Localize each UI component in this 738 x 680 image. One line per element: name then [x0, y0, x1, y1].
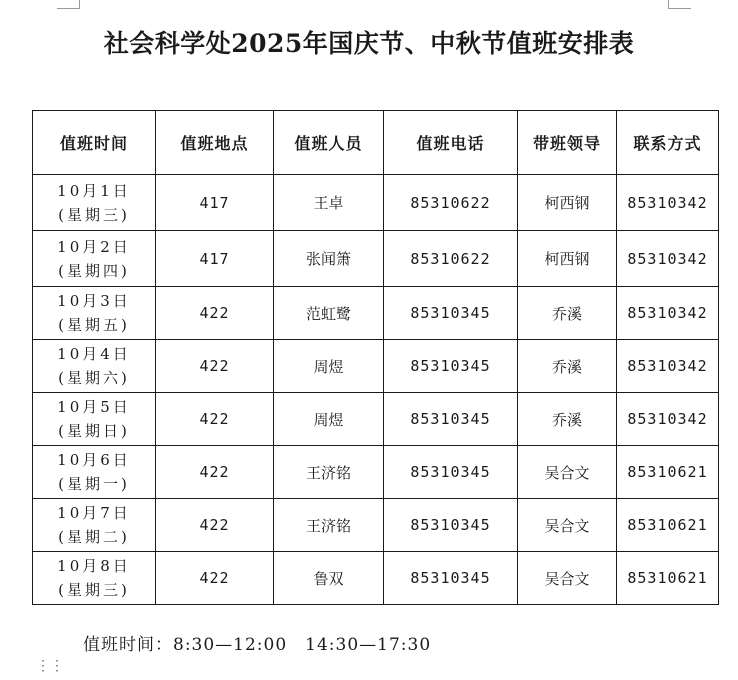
cell-duty-staff: 张闻箫: [274, 231, 384, 287]
cell-duty-phone: 85310345: [384, 287, 518, 340]
cell-duty-location: 417: [156, 231, 274, 287]
table-row: [33, 340, 719, 393]
date-text: 10月2日: [57, 237, 131, 256]
cell-duty-time: [33, 499, 156, 552]
date-text: 10月7日: [57, 504, 131, 522]
cell-duty-phone: 85310622: [384, 231, 518, 287]
cell-duty-location: 422: [156, 552, 274, 605]
cell-leader: 柯西钢: [518, 231, 617, 287]
cell-contact: 85310621: [617, 499, 719, 552]
header-duty-phone: 值班电话: [384, 111, 518, 175]
cell-duty-phone: 85310345: [384, 499, 518, 552]
cell-duty-staff: 王济铭: [274, 446, 384, 499]
document-title: 社会科学处2025年国庆节、中秋节值班安排表: [103, 29, 635, 58]
header-contact: 联系方式: [617, 111, 719, 175]
cell-duty-phone: 85310622: [384, 175, 518, 231]
cell-leader: 乔溪: [518, 393, 617, 446]
cell-duty-staff: 周煜: [274, 340, 384, 393]
cell-duty-phone: 85310345: [384, 446, 518, 499]
date-text: 10月4日: [57, 345, 131, 363]
cell-duty-location: 422: [156, 340, 274, 393]
weekday-text: (星期一): [58, 475, 130, 493]
duty-schedule-table: [32, 110, 719, 605]
cell-leader: 吴合文: [518, 552, 617, 605]
cell-contact: 85310342: [617, 231, 719, 287]
weekday-text: (星期二): [58, 528, 130, 546]
table-row: [33, 287, 719, 340]
cell-contact: 85310621: [617, 446, 719, 499]
cell-duty-time: [33, 175, 156, 231]
cell-duty-location: 422: [156, 393, 274, 446]
page-corner-mark-left: [57, 0, 80, 9]
table-row: [33, 446, 719, 499]
cell-duty-time: [33, 393, 156, 446]
page-corner-mark-right: [668, 0, 691, 9]
weekday-text: (星期日): [58, 422, 130, 440]
cell-duty-time: [33, 287, 156, 340]
cell-duty-time: [33, 231, 156, 287]
date-text: 10月8日: [57, 557, 131, 575]
cell-duty-location: 422: [156, 446, 274, 499]
cell-leader: 乔溪: [518, 340, 617, 393]
cell-duty-phone: 85310345: [384, 340, 518, 393]
cell-duty-time: [33, 552, 156, 605]
cell-contact: 85310342: [617, 175, 719, 231]
date-text: 10月5日: [57, 398, 131, 416]
table-row: [33, 175, 719, 231]
cell-duty-location: 417: [156, 175, 274, 231]
weekday-text: (星期三): [58, 205, 130, 224]
cell-duty-time: [33, 446, 156, 499]
cell-contact: 85310342: [617, 287, 719, 340]
cell-duty-phone: 85310345: [384, 393, 518, 446]
weekday-text: (星期三): [58, 581, 130, 599]
table-row: [33, 231, 719, 287]
cell-duty-staff: 周煜: [274, 393, 384, 446]
cell-duty-staff: 王卓: [274, 175, 384, 231]
cell-duty-phone: 85310345: [384, 552, 518, 605]
weekday-text: (星期六): [58, 369, 130, 387]
weekday-text: (星期五): [58, 316, 130, 334]
header-leader: 带班领导: [518, 111, 617, 175]
cell-duty-staff: 范虹鹭: [274, 287, 384, 340]
cell-duty-staff: 鲁双: [274, 552, 384, 605]
header-duty-location: 值班地点: [156, 111, 274, 175]
header-duty-staff: 值班人员: [274, 111, 384, 175]
date-text: 10月6日: [57, 451, 131, 469]
cell-contact: 85310621: [617, 552, 719, 605]
cell-leader: 吴合文: [518, 499, 617, 552]
table-row: [33, 552, 719, 605]
cell-duty-location: 422: [156, 287, 274, 340]
date-text: 10月3日: [57, 292, 131, 310]
table-row: [33, 499, 719, 552]
drag-handle-icon[interactable]: ⋮⋮: [36, 658, 64, 674]
date-text: 10月1日: [57, 181, 131, 200]
cell-contact: 85310342: [617, 340, 719, 393]
cell-duty-location: 422: [156, 499, 274, 552]
cell-duty-time: [33, 340, 156, 393]
weekday-text: (星期四): [58, 261, 130, 280]
table-row: [33, 393, 719, 446]
table-header-row: [33, 111, 719, 175]
cell-duty-staff: 王济铭: [274, 499, 384, 552]
cell-leader: 吴合文: [518, 446, 617, 499]
cell-contact: 85310342: [617, 393, 719, 446]
header-duty-time: 值班时间: [33, 111, 156, 175]
cell-leader: 乔溪: [518, 287, 617, 340]
duty-hours-note: 值班时间：8:30—12:00 14:30—17:30: [83, 635, 432, 655]
cell-leader: 柯西钢: [518, 175, 617, 231]
